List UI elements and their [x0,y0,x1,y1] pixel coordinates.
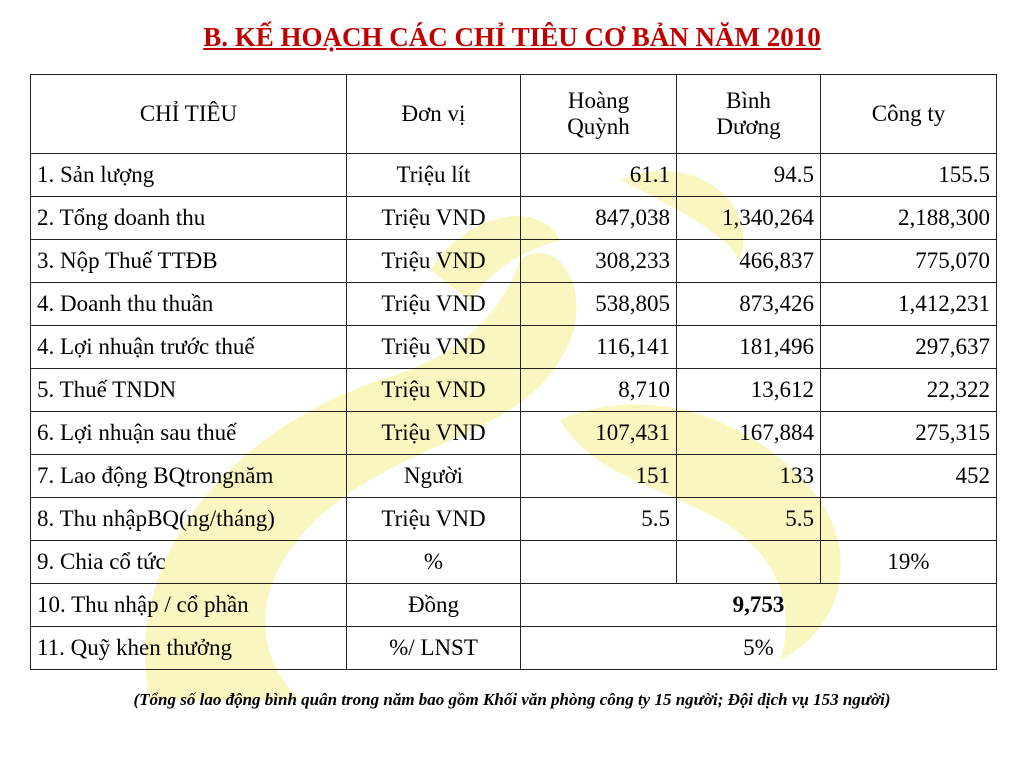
row-label: 11. Quỹ khen thưởng [31,627,347,670]
cell-hoang-quynh: 61.1 [521,154,677,197]
cell-binh-duong [677,541,821,584]
header-indicator: CHỈ TIÊU [31,75,347,154]
page-title: B. KẾ HOẠCH CÁC CHỈ TIÊU CƠ BẢN NĂM 2010 [203,22,821,52]
cell-cong-ty: 155.5 [821,154,997,197]
cell-binh-duong: 167,884 [677,412,821,455]
row-label: 9. Chia cổ tức [31,541,347,584]
header-unit: Đơn vị [347,75,521,154]
row-unit: % [347,541,521,584]
table-row [31,283,997,326]
cell-binh-duong: 94.5 [677,154,821,197]
table-row [31,369,997,412]
cell-cong-ty: 19% [821,541,997,584]
cell-binh-duong: 181,496 [677,326,821,369]
cell-cong-ty: 775,070 [821,240,997,283]
footnote: (Tổng số lao động bình quân trong năm bao gồm Khối văn phòng công ty 15 người; Đội dịch vụ 153 người) [133,690,891,709]
cell-cong-ty: 22,322 [821,369,997,412]
cell-hoang-quynh: 116,141 [521,326,677,369]
row-unit: Triệu VND [347,283,521,326]
row-label: 5. Thuế TNDN [31,369,347,412]
row-unit: Triệu VND [347,369,521,412]
cell-cong-ty: 2,188,300 [821,197,997,240]
row-unit: Triệu VND [347,412,521,455]
table-header-row [31,75,997,154]
row-unit: Triệu VND [347,197,521,240]
row-label: 4. Doanh thu thuần [31,283,347,326]
table-row [31,455,997,498]
table-row [31,498,997,541]
row-unit: Triệu lít [347,154,521,197]
cell-cong-ty: 297,637 [821,326,997,369]
cell-binh-duong: 1,340,264 [677,197,821,240]
cell-cong-ty: 452 [821,455,997,498]
row-label: 7. Lao động BQtrongnăm [31,455,347,498]
cell-hoang-quynh: 151 [521,455,677,498]
cell-binh-duong: 5.5 [677,498,821,541]
cell-binh-duong: 873,426 [677,283,821,326]
row-label: 4. Lợi nhuận trước thuế [31,326,347,369]
row-unit: Triệu VND [347,326,521,369]
table-row [31,154,997,197]
cell-cong-ty [821,498,997,541]
row-label: 3. Nộp Thuế TTĐB [31,240,347,283]
row-label: 1. Sản lượng [31,154,347,197]
row-unit: Triệu VND [347,240,521,283]
cell-hoang-quynh: 308,233 [521,240,677,283]
cell-hoang-quynh: 8,710 [521,369,677,412]
cell-hoang-quynh: 847,038 [521,197,677,240]
cell-cong-ty: 1,412,231 [821,283,997,326]
plan-table [30,74,997,670]
merged-value-cell: 9,753 [521,584,997,627]
table-row [31,412,997,455]
header-binh-duong: Bình Dương [677,75,821,154]
table-row [31,627,997,670]
row-unit: %/ LNST [347,627,521,670]
row-unit: Đồng [347,584,521,627]
cell-hoang-quynh: 107,431 [521,412,677,455]
cell-cong-ty: 275,315 [821,412,997,455]
cell-hoang-quynh [521,541,677,584]
table-row [31,197,997,240]
cell-hoang-quynh: 538,805 [521,283,677,326]
header-cong-ty: Công ty [821,75,997,154]
table-row [31,584,997,627]
row-label: 2. Tổng doanh thu [31,197,347,240]
row-unit: Người [347,455,521,498]
merged-value-cell: 5% [521,627,997,670]
cell-binh-duong: 133 [677,455,821,498]
row-label: 8. Thu nhậpBQ(ng/tháng) [31,498,347,541]
header-hoang-quynh: Hoàng Quỳnh [521,75,677,154]
row-label: 6. Lợi nhuận sau thuế [31,412,347,455]
table-row [31,326,997,369]
row-label: 10. Thu nhập / cổ phần [31,584,347,627]
cell-hoang-quynh: 5.5 [521,498,677,541]
table-row [31,240,997,283]
cell-binh-duong: 13,612 [677,369,821,412]
cell-binh-duong: 466,837 [677,240,821,283]
table-row [31,541,997,584]
row-unit: Triệu VND [347,498,521,541]
